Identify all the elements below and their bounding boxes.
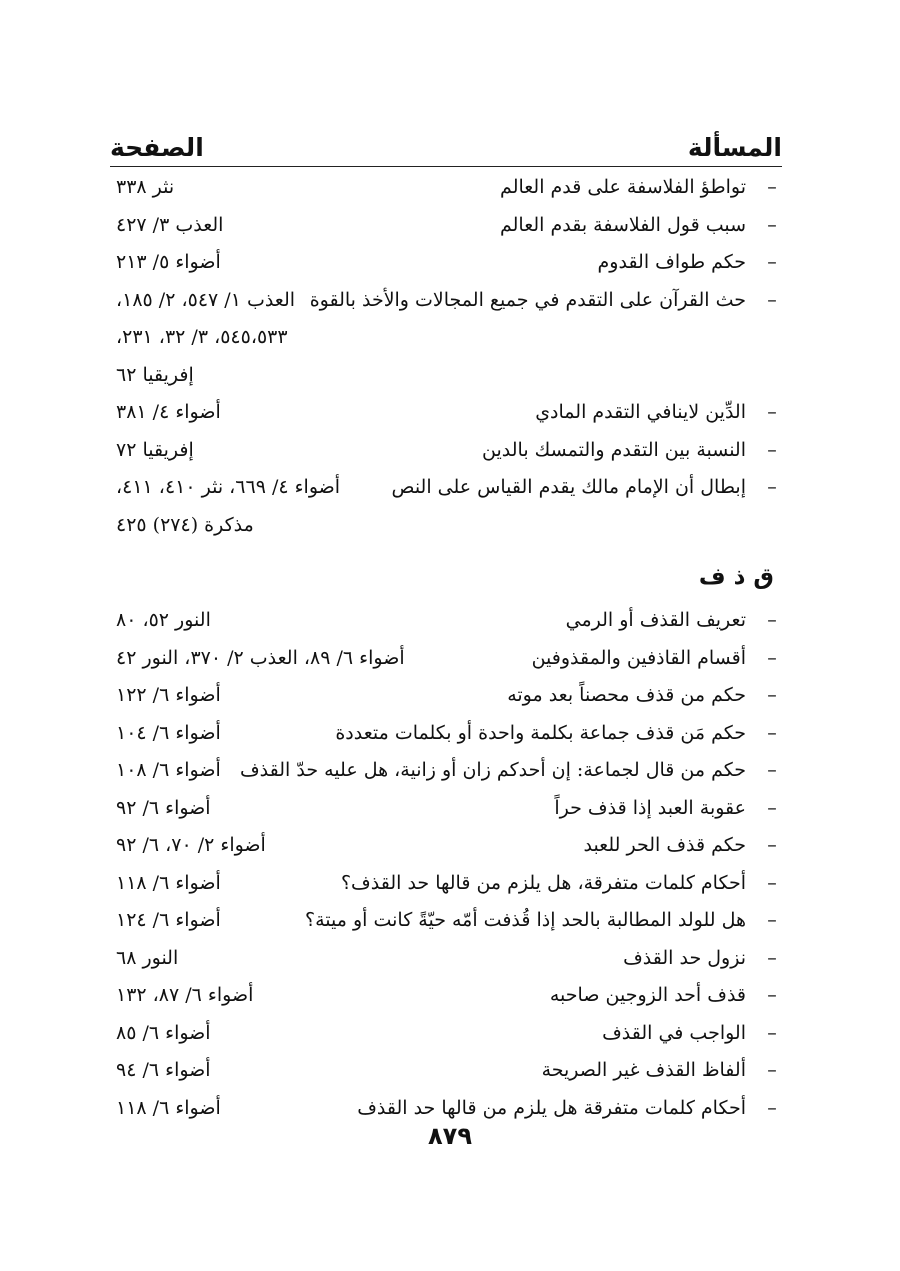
entry-ref: أضواء ٦/ ١٢٤ (116, 909, 221, 931)
entry-dash: – (767, 609, 777, 631)
entry-dash: – (767, 401, 777, 423)
index-entry (110, 977, 782, 1015)
entry-ref: ٥٤٥،٥٣٣، ٣/ ٣٢، ٢٣١، (116, 326, 288, 348)
entry-ref: أضواء ٢/ ٧٠، ٦/ ٩٢ (116, 834, 266, 856)
entry-topic: الواجب في القذف (602, 1021, 746, 1044)
entry-ref: أضواء ٦/ ١١٨ (116, 1096, 221, 1119)
index-entry (110, 752, 782, 790)
entry-topic: حكم مَن قذف جماعة بكلمة واحدة أو بكلمات متعددة (335, 721, 746, 744)
entry-dash: – (767, 721, 777, 744)
index-entry (110, 940, 782, 978)
index-page (110, 118, 782, 1178)
entry-topic: حكم من قال لجماعة: إن أحدكم زان أو زانية، هل عليه حدّ القذف (239, 759, 746, 781)
entry-dash: – (767, 984, 777, 1006)
entry-dash: – (767, 438, 777, 461)
index-entry-continuation (110, 319, 782, 357)
entry-topic: تواطؤ الفلاسفة على قدم العالم (500, 176, 746, 198)
entry-topic: إبطال أن الإمام مالك يقدم القياس على النص (391, 476, 746, 498)
column-header (110, 118, 782, 167)
entry-ref: أضواء ٦/ ٩٤ (116, 1059, 211, 1081)
entry-dash: – (767, 684, 777, 706)
entry-topic: سبب قول الفلاسفة بقدم العالم (500, 213, 746, 236)
entry-ref: النور ٦٨ (116, 946, 179, 969)
entry-ref: نثر ٣٣٨ (116, 176, 175, 198)
index-entry (110, 715, 782, 753)
index-group-1 (110, 169, 782, 544)
entry-ref: أضواء ٥/ ٢١٣ (116, 251, 221, 273)
entry-topic: حكم من قذف محصناً بعد موته (507, 684, 746, 706)
index-entry (110, 602, 782, 640)
index-group-2 (110, 602, 782, 1127)
entry-dash: – (767, 834, 777, 856)
page-column-label: الصفحة (110, 133, 204, 162)
index-entry (110, 282, 782, 320)
entry-dash: – (767, 871, 777, 894)
index-entry (110, 827, 782, 865)
entry-ref: إفريقيا ٧٢ (116, 438, 194, 461)
entry-ref: العذب ٣/ ٤٢٧ (116, 213, 224, 236)
entry-ref: العذب ١/ ٥٤٧، ٢/ ١٨٥، (116, 288, 296, 311)
entry-topic: أحكام كلمات متفرقة، هل يلزم من قالها حد القذف؟ (340, 871, 746, 894)
entry-topic: عقوبة العبد إذا قذف حراً (554, 796, 746, 819)
entry-topic: حث القرآن على التقدم في جميع المجالات والأخذ بالقوة (309, 288, 746, 311)
entry-topic: النسبة بين التقدم والتمسك بالدين (482, 438, 746, 461)
entry-ref: أضواء ٦/ ١٠٤ (116, 721, 221, 744)
entry-topic: الدِّين لاينافي التقدم المادي (535, 401, 746, 423)
index-entry-continuation (110, 357, 782, 395)
entry-dash: – (767, 1021, 777, 1044)
entry-topic: ألفاظ القذف غير الصريحة (541, 1059, 746, 1081)
index-entry (110, 902, 782, 940)
entry-dash: – (767, 251, 777, 273)
index-entry (110, 244, 782, 282)
entry-ref: النور ٥٢، ٨٠ (116, 609, 211, 631)
entry-topic: هل للولد المطالبة بالحد إذا قُذفت أمّه حيّةً كانت أو ميتة؟ (305, 909, 746, 931)
entry-dash: – (767, 213, 777, 236)
index-entry (110, 677, 782, 715)
entry-ref: أضواء ٦/ ٨٧، ١٣٢ (116, 984, 254, 1006)
entry-dash: – (767, 796, 777, 819)
entry-ref: أضواء ٤/ ٦٦٩، نثر ٤١٠، ٤١١، (116, 476, 341, 498)
entry-ref: مذكرة (٢٧٤) ٤٢٥ (116, 513, 254, 536)
entry-topic: حكم طواف القدوم (597, 251, 746, 273)
entry-ref: أضواء ٦/ ٩٢ (116, 796, 211, 819)
entry-topic: تعريف القذف أو الرمي (565, 609, 746, 631)
index-entry (110, 1052, 782, 1090)
entry-ref: إفريقيا ٦٢ (116, 363, 194, 386)
index-entry (110, 432, 782, 470)
entry-dash: – (767, 646, 777, 669)
entry-topic: حكم قذف الحر للعبد (583, 834, 746, 856)
entry-topic: أقسام القاذفين والمقذوفين (531, 646, 746, 669)
index-entry-continuation (110, 507, 782, 545)
entry-dash: – (767, 946, 777, 969)
index-entry (110, 469, 782, 507)
entry-ref: أضواء ٦/ ٨٩، العذب ٢/ ٣٧٠، النور ٤٢ (116, 646, 405, 669)
index-entry (110, 169, 782, 207)
index-entry (110, 790, 782, 828)
entry-dash: – (767, 176, 777, 198)
entry-ref: أضواء ٦/ ١٢٢ (116, 684, 221, 706)
section-heading: ق ذ ف (698, 564, 774, 590)
entry-dash: – (767, 476, 777, 498)
entry-ref: أضواء ٤/ ٣٨١ (116, 401, 221, 423)
issue-column-label: المسألة (687, 133, 782, 162)
index-entry (110, 1015, 782, 1053)
entry-dash: – (767, 759, 777, 781)
index-entry (110, 865, 782, 903)
entry-topic: نزول حد القذف (623, 946, 746, 969)
entry-dash: – (767, 909, 777, 931)
index-entry (110, 207, 782, 245)
index-entry (110, 640, 782, 678)
entry-ref: أضواء ٦/ ١١٨ (116, 871, 221, 894)
entry-ref: أضواء ٦/ ٨٥ (116, 1021, 211, 1044)
entry-topic: قذف أحد الزوجين صاحبه (549, 984, 746, 1006)
entry-dash: – (767, 1059, 777, 1081)
entry-dash: – (767, 288, 777, 311)
page-number: ٨٧٩ (428, 1122, 472, 1150)
index-entry (110, 394, 782, 432)
entry-ref: أضواء ٦/ ١٠٨ (116, 759, 221, 781)
entry-dash: – (767, 1096, 777, 1119)
entry-topic: أحكام كلمات متفرقة هل يلزم من قالها حد القذف (357, 1096, 746, 1119)
